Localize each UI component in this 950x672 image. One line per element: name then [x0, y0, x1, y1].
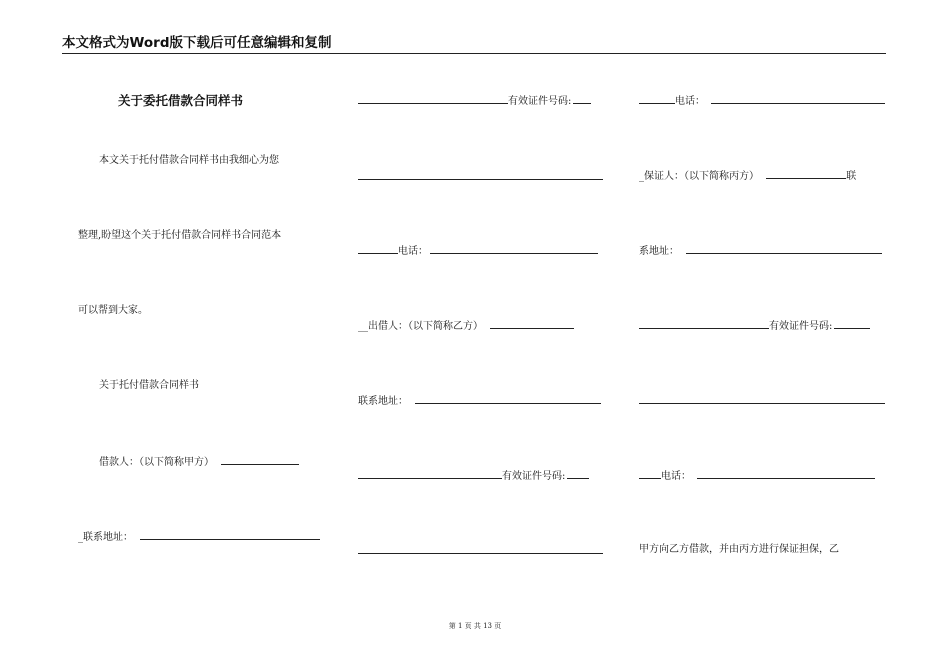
- guarantor-id-blank-lead: [639, 319, 769, 329]
- blank-line-3: [639, 394, 885, 408]
- lender-label: __出借人：（以下简称乙方）: [358, 321, 483, 332]
- lender-id-blank-lead: [358, 469, 502, 479]
- intro-line-1: 本文关于托付借款合同样书由我细心为您: [99, 155, 279, 166]
- header-title: 本文格式为Word版下载后可任意编辑和复制: [62, 35, 332, 51]
- document-title: 关于委托借款合同样书: [118, 93, 244, 108]
- guarantor-phone-field: [639, 469, 875, 483]
- lender-field: [358, 319, 574, 333]
- body-text: 甲方向乙方借款，并由丙方进行保证担保，乙: [639, 544, 839, 555]
- borrower-address-label: _联系地址：: [78, 532, 133, 543]
- lender-address-field: [358, 394, 601, 408]
- lender-phone-blank-lead: [639, 94, 675, 104]
- lender-phone-blank: [711, 94, 885, 104]
- lender-id-label: 有效证件号码:: [502, 471, 566, 482]
- guarantor-id-label: 有效证件号码:: [769, 321, 833, 332]
- intro-line-3: 可以帮到大家。: [78, 305, 148, 316]
- borrower-phone-label: 电话：: [398, 246, 428, 257]
- borrower-field: [99, 455, 299, 469]
- blank-line-2: [358, 544, 603, 558]
- lender-address-blank: [415, 394, 601, 404]
- borrower-id-blank-lead: [358, 94, 508, 104]
- full-blank-2: [358, 544, 603, 554]
- borrower-id-label: 有效证件号码:: [508, 96, 572, 107]
- guarantor-phone-blank-lead: [639, 469, 661, 479]
- guarantor-label: _保证人：（以下简称丙方）: [639, 171, 759, 182]
- borrower-phone-blank: [430, 244, 598, 254]
- guarantor-address-label: 系地址：: [639, 246, 679, 257]
- guarantor-id-field: [639, 319, 870, 333]
- lender-id-field: [358, 469, 589, 483]
- full-blank-3: [639, 394, 885, 404]
- borrower-label: 借款人：（以下简称甲方）: [99, 457, 214, 468]
- borrower-address-field: [78, 530, 320, 544]
- guarantor-id-blank: [834, 319, 870, 329]
- borrower-blank: [221, 455, 299, 465]
- lender-blank: [490, 319, 574, 329]
- page-header: [62, 35, 886, 54]
- intro-line-2: 整理,盼望这个关于托付借款合同样书合同范本: [78, 230, 282, 241]
- page-footer: 第 1 页 共 13 页: [448, 622, 502, 630]
- guarantor-blank: [766, 169, 846, 179]
- lender-id-blank: [567, 469, 589, 479]
- lender-phone-label: 电话：: [675, 96, 705, 107]
- section-subtitle: 关于托付借款合同样书: [99, 380, 199, 391]
- borrower-phone-blank-lead: [358, 244, 398, 254]
- lender-phone-field: [639, 94, 885, 108]
- guarantor-address-blank: [686, 244, 882, 254]
- borrower-id-field: [358, 94, 591, 108]
- lender-address-label: 联系地址：: [358, 396, 408, 407]
- guarantor-tail: 联: [846, 171, 857, 182]
- borrower-id-blank: [573, 94, 591, 104]
- blank-line-1: [358, 170, 603, 184]
- borrower-phone-field: [358, 244, 598, 258]
- borrower-address-blank: [140, 530, 320, 540]
- guarantor-field: [639, 169, 856, 183]
- guarantor-phone-blank: [697, 469, 875, 479]
- guarantor-address-field: [639, 244, 882, 258]
- full-blank-1: [358, 170, 603, 180]
- guarantor-phone-label: 电话：: [661, 471, 691, 482]
